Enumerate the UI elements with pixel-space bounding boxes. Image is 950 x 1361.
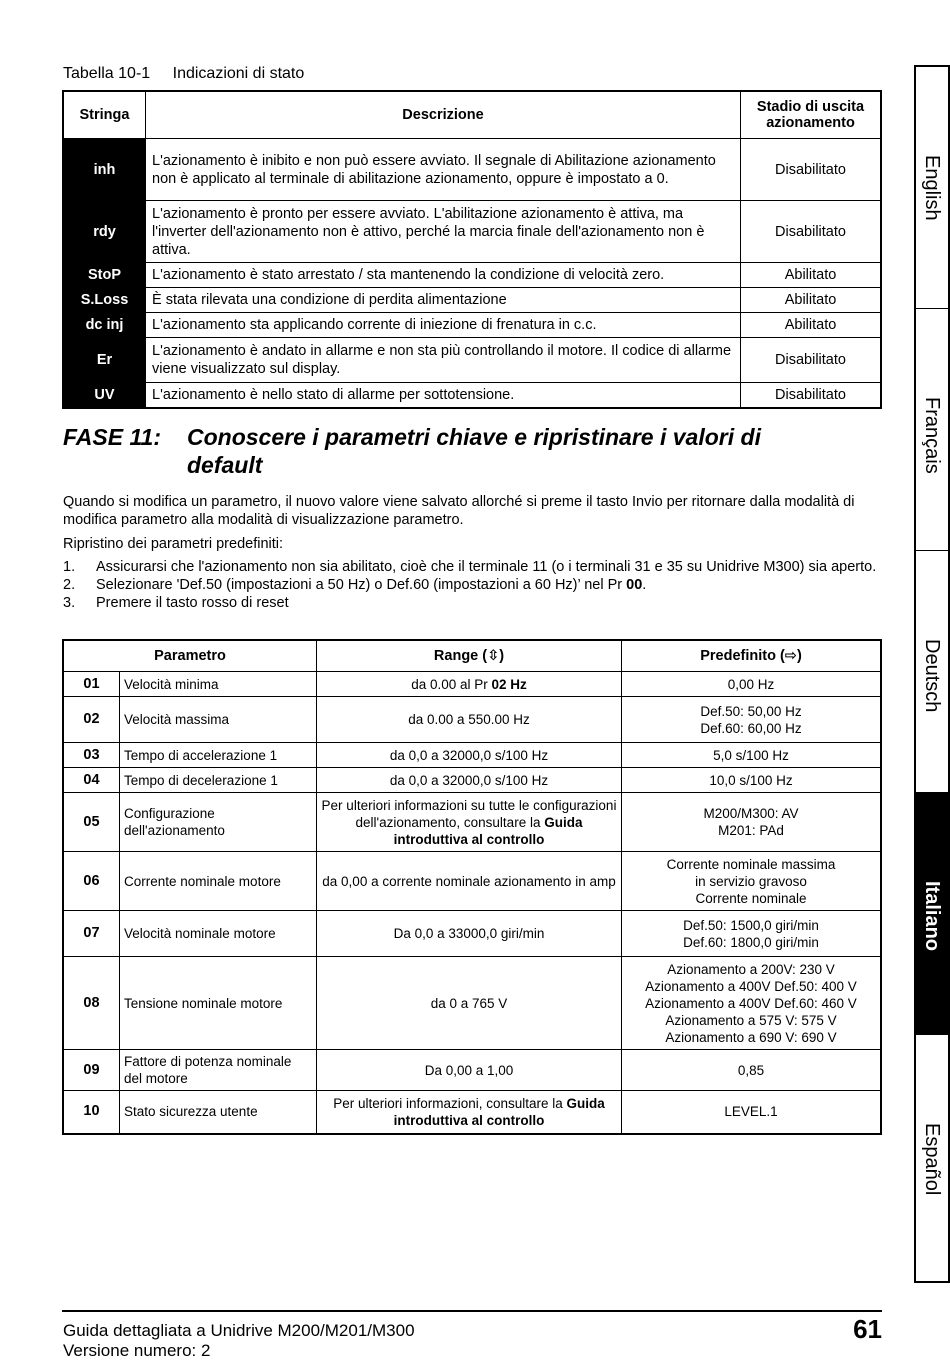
language-tab-franais[interactable]	[916, 309, 948, 551]
step-item	[63, 576, 883, 594]
status-output-stage: Disabilitato	[741, 201, 882, 263]
param-default-line: Def.50: 50,00 Hz	[700, 703, 802, 719]
status-row	[63, 263, 881, 288]
param-default-line: Corrente nominale	[695, 890, 807, 906]
param-name: Fattore di potenza nominale del motore	[120, 1050, 317, 1091]
param-number: 01	[63, 672, 120, 697]
param-range	[317, 1091, 622, 1134]
param-default-line: Azionamento a 400V Def.60: 460 V	[645, 995, 857, 1011]
status-code: rdy	[63, 201, 146, 263]
language-tabs	[914, 65, 950, 1283]
param-default	[622, 768, 882, 793]
footer-version: Versione numero: 2	[63, 1341, 211, 1360]
status-description: È stata rilevata una condizione di perdita alimentazione	[146, 288, 741, 313]
param-range-text: da 0.00 a 550.00 Hz	[408, 712, 530, 727]
section-title-line2: default	[187, 452, 263, 478]
param-number: 05	[63, 793, 120, 852]
param-default	[622, 1091, 882, 1134]
param-default-line: LEVEL.1	[724, 1104, 778, 1120]
status-description: L'azionamento è inibito e non può essere avviato. Il segnale di Abilitazione azionamento non è applicato al terminale di abilitazione azionamento, oppure è impostato a 0.	[146, 139, 741, 201]
step-text: Premere il tasto rosso di reset	[96, 595, 289, 611]
param-default-line: M200/M300: AV	[703, 806, 799, 821]
param-name: Tempo di decelerazione 1	[120, 768, 317, 793]
language-tab-english[interactable]	[916, 67, 948, 309]
param-name: Velocità minima	[120, 672, 317, 697]
param-number: 08	[63, 957, 120, 1050]
status-output-stage: Disabilitato	[741, 139, 882, 201]
param-default-line: M201: PAd	[718, 823, 784, 838]
status-code: Er	[63, 338, 146, 383]
step-text: Selezionare 'Def.50 (impostazioni a 50 Hz) o Def.60 (impostazioni a 60 Hz)’ nel Pr	[96, 577, 627, 593]
params-table-header	[63, 640, 881, 672]
step-text-end: .	[642, 577, 647, 593]
header-parameter: Parametro	[63, 640, 317, 672]
language-tab-label: English	[921, 155, 943, 221]
param-range-reference: Guida introduttiva al controllo	[393, 1095, 605, 1128]
param-range-text: da 0,00 a corrente nominale azionamento in amp	[322, 873, 616, 889]
param-name: Velocità massima	[120, 697, 317, 743]
status-code: inh	[63, 139, 146, 201]
reset-intro: Ripristino dei parametri predefiniti:	[63, 536, 284, 552]
param-range	[317, 768, 622, 793]
param-range-text: da 0,0 a 32000,0 s/100 Hz	[389, 747, 549, 763]
language-tab-label: Italiano	[921, 881, 943, 952]
step-text: Assicurarsi che l'azionamento non sia abilitato, cioè che il terminale 11 (o i terminali 31 e 35 su Unidrive M300) sia aperto.	[96, 559, 877, 575]
param-range-text: da 0,0 a 32000,0 s/100 Hz	[389, 772, 549, 788]
param-default-line: Azionamento a 575 V: 575 V	[665, 1012, 837, 1028]
param-default-line: 0,85	[737, 1062, 765, 1078]
param-default-line: Def.60: 60,00 Hz	[700, 720, 802, 736]
status-output-stage: Abilitato	[741, 263, 882, 288]
language-tab-label: Deutsch	[921, 639, 943, 713]
param-name: Velocità nominale motore	[120, 911, 317, 957]
param-range	[317, 793, 622, 852]
header-default: Predefinito (⇨)	[622, 640, 882, 672]
params-table-body	[63, 672, 881, 1134]
param-default	[622, 743, 882, 768]
param-range-text: da 0.00 al Pr	[411, 676, 492, 692]
param-range	[317, 957, 622, 1050]
param-default-line: Azionamento a 400V Def.50: 400 V	[645, 978, 857, 994]
param-row	[63, 852, 881, 911]
param-name: Tensione nominale motore	[120, 957, 317, 1050]
status-row	[63, 313, 881, 338]
footer-title: Guida dettagliata a Unidrive M200/M201/M300	[63, 1321, 415, 1340]
step-number: 1.	[63, 559, 76, 575]
step-number: 2.	[63, 577, 76, 593]
param-row	[63, 1050, 881, 1091]
param-default-line: 0,00 Hz	[727, 676, 775, 692]
param-default-line: Corrente nominale massima	[666, 856, 836, 872]
param-default-line: Def.50: 1500,0 giri/min	[683, 917, 819, 933]
status-table-body	[63, 139, 881, 408]
param-default	[622, 1050, 882, 1091]
param-default-line: 5,0 s/100 Hz	[713, 747, 789, 763]
param-default	[622, 697, 882, 743]
param-number: 10	[63, 1091, 120, 1134]
param-name: Corrente nominale motore	[120, 852, 317, 911]
status-output-stage: Disabilitato	[741, 338, 882, 383]
caption-number: Tabella 10-1	[63, 65, 151, 82]
param-number: 03	[63, 743, 120, 768]
header-description: Descrizione	[146, 91, 741, 139]
status-code: dc inj	[63, 313, 146, 338]
step-item	[63, 558, 883, 576]
status-table-caption	[63, 65, 304, 83]
param-default	[622, 793, 882, 852]
param-range-text: Per ulteriori informazioni, consultare la	[333, 1095, 567, 1111]
param-default-line: Azionamento a 200V: 230 V	[667, 961, 835, 977]
param-default-line: Azionamento a 690 V: 690 V	[665, 1029, 837, 1045]
header-output-stage-text: Stadio di uscita azionamento	[756, 99, 865, 131]
param-range	[317, 743, 622, 768]
param-range	[317, 852, 622, 911]
params-table	[62, 639, 882, 1135]
param-row	[63, 1091, 881, 1134]
status-description: L'azionamento è stato arrestato / sta mantenendo la condizione di velocità zero.	[146, 263, 741, 288]
step-number: 3.	[63, 595, 76, 611]
status-row	[63, 338, 881, 383]
param-range-reference: Guida introduttiva al controllo	[393, 814, 583, 847]
status-row	[63, 383, 881, 408]
param-number: 07	[63, 911, 120, 957]
footer-divider	[62, 1310, 882, 1312]
param-default	[622, 852, 882, 911]
status-row	[63, 288, 881, 313]
param-name: Stato sicurezza utente	[120, 1091, 317, 1134]
language-tab-label: Français	[921, 397, 943, 474]
status-description: L'azionamento è nello stato di allarme per sottotensione.	[146, 383, 741, 408]
param-number: 06	[63, 852, 120, 911]
section-heading	[63, 424, 761, 478]
intro-paragraph: Quando si modifica un parametro, il nuovo valore viene salvato allorché si preme il tasto Invio per ritornare dalla modalità di modifica parametro alla modalità di visualizzazione parametro.	[63, 494, 855, 528]
status-row	[63, 201, 881, 263]
param-name: Tempo di accelerazione 1	[120, 743, 317, 768]
param-row	[63, 911, 881, 957]
status-output-stage: Abilitato	[741, 313, 882, 338]
param-row	[63, 793, 881, 852]
param-number: 02	[63, 697, 120, 743]
status-code: StoP	[63, 263, 146, 288]
param-range-text: Da 0,00 a 1,00	[424, 1062, 514, 1078]
status-code: UV	[63, 383, 146, 408]
param-range-text: da 0 a 765 V	[430, 995, 508, 1011]
param-range	[317, 697, 622, 743]
header-output-stage	[741, 91, 882, 139]
param-name: Configurazione dell'azionamento	[120, 793, 317, 852]
param-range	[317, 1050, 622, 1091]
param-row	[63, 672, 881, 697]
status-output-stage: Disabilitato	[741, 383, 882, 408]
param-number: 04	[63, 768, 120, 793]
status-description: L'azionamento è pronto per essere avviato. L'abilitazione azionamento è attiva, ma l'inverter dell'azionamento non è attivo, perché la marcia finale dell'azionamento non è attiva.	[146, 201, 741, 263]
header-range: Range (⇳)	[317, 640, 622, 672]
param-range	[317, 911, 622, 957]
status-code: S.Loss	[63, 288, 146, 313]
step-param: 00	[626, 577, 643, 593]
param-default	[622, 957, 882, 1050]
section-title-line1: Conoscere i parametri chiave e ripristinare i valori di	[187, 424, 761, 450]
param-range-reference: 02 Hz	[491, 676, 527, 692]
status-table	[62, 90, 882, 409]
page-number: 61	[853, 1314, 882, 1344]
param-default-line: 10,0 s/100 Hz	[709, 772, 793, 788]
param-row	[63, 957, 881, 1050]
language-tab-label: Español	[921, 1123, 943, 1196]
section-label: FASE 11:	[63, 424, 161, 450]
status-output-stage: Abilitato	[741, 288, 882, 313]
param-number: 09	[63, 1050, 120, 1091]
param-row	[63, 768, 881, 793]
language-tab-deutsch[interactable]	[916, 551, 948, 793]
param-default	[622, 911, 882, 957]
param-default-line: in servizio gravoso	[695, 873, 807, 889]
step-item	[63, 594, 883, 612]
reset-steps	[63, 558, 883, 612]
param-range-text: Da 0,0 a 33000,0 giri/min	[393, 926, 545, 941]
param-row	[63, 743, 881, 768]
status-row	[63, 139, 881, 201]
language-tab-italiano[interactable]	[916, 793, 948, 1035]
status-description: L'azionamento sta applicando corrente di iniezione di frenatura in c.c.	[146, 313, 741, 338]
header-string: Stringa	[63, 91, 146, 139]
param-range	[317, 672, 622, 697]
status-description: L'azionamento è andato in allarme e non sta più controllando il motore. Il codice di allarme viene visualizzato sul display.	[146, 338, 741, 383]
param-default-line: Def.60: 1800,0 giri/min	[683, 934, 819, 950]
param-row	[63, 697, 881, 743]
param-range-text: Per ulteriori informazioni su tutte le configurazioni dell'azionamento, consultare la	[321, 797, 617, 830]
caption-title: Indicazioni di stato	[172, 65, 305, 82]
language-tab-espaol[interactable]	[916, 1035, 948, 1275]
status-table-header	[63, 91, 881, 139]
param-default	[622, 672, 882, 697]
